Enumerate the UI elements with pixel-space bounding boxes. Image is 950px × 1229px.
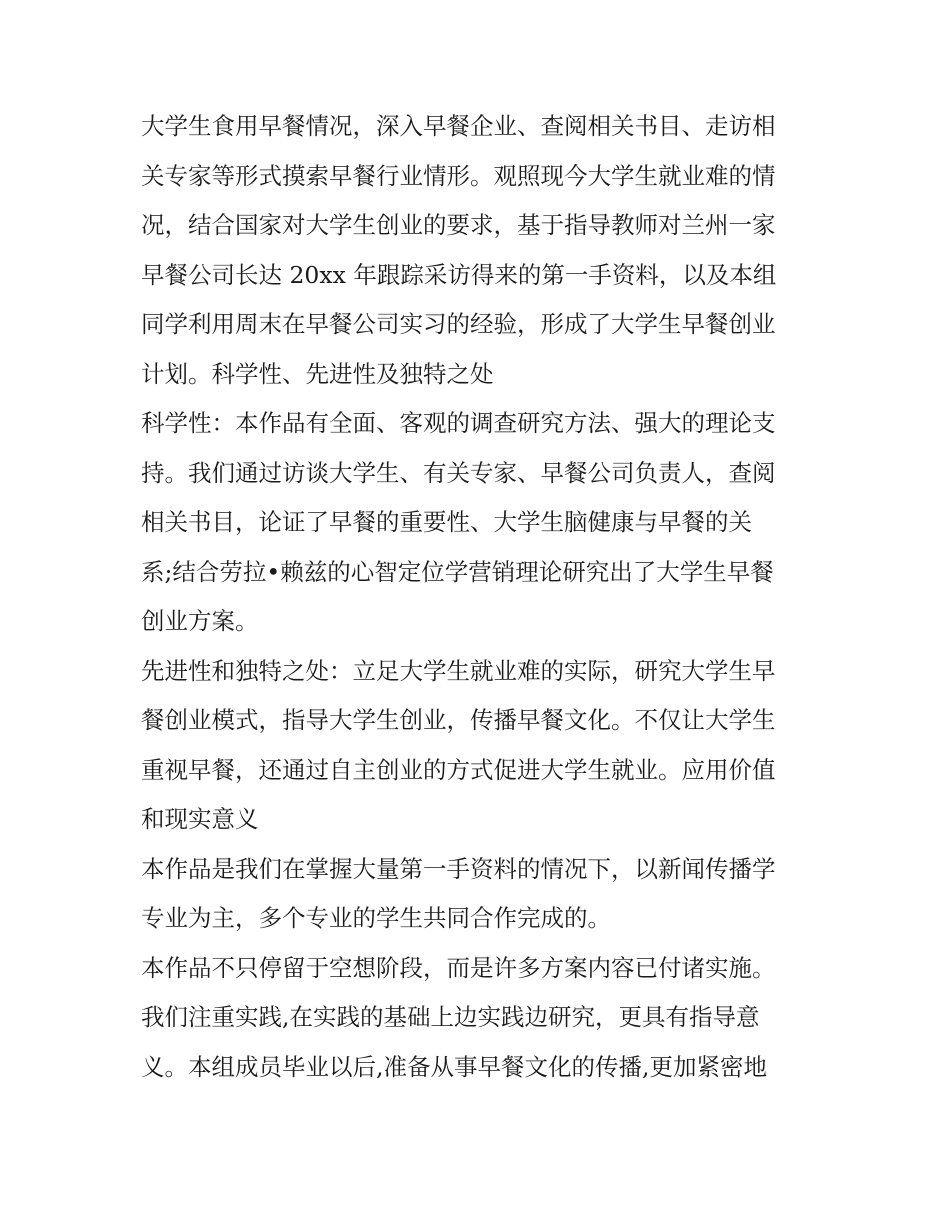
text-line: 早餐公司长达 20xx 年跟踪采访得来的第一手资料，以及本组 <box>141 260 777 289</box>
text-line: 和现实意义 <box>141 805 259 833</box>
text-line: 同学利用周末在早餐公司实习的经验，形成了大学生早餐创业 <box>141 310 776 338</box>
document-page <box>141 102 813 1092</box>
text-line: 义。本组成员毕业以后,准备从事早餐文化的传播,更加紧密地 <box>141 1052 767 1081</box>
paragraph-scientific <box>141 399 813 647</box>
paragraph-plan-overview <box>141 102 813 399</box>
text-line: 持。我们通过访谈大学生、有关专家、早餐公司负责人，查阅 <box>141 458 776 487</box>
text-line: 大学生食用早餐情况，深入早餐企业、查阅相关书目、走访相 <box>141 112 776 140</box>
text-line: 本作品不只停留于空想阶段，而是许多方案内容已付诸实施。 <box>141 953 776 982</box>
text-line: 重视早餐，还通过自主创业的方式促进大学生就业。应用价值 <box>141 755 776 784</box>
text-line: 专业为主，多个专业的学生共同合作完成的。 <box>141 904 611 932</box>
text-line: 我们注重实践,在实践的基础上边实践边研究，更具有指导意 <box>141 1003 760 1031</box>
text-line: 先进性和独特之处：立足大学生就业难的实际，研究大学生早 <box>141 656 776 685</box>
text-line: 餐创业模式，指导大学生创业，传播早餐文化。不仅让大学生 <box>141 706 776 734</box>
text-line: 况，结合国家对大学生创业的要求，基于指导教师对兰州一家 <box>141 211 776 239</box>
text-line: 本作品是我们在掌握大量第一手资料的情况下，以新闻传播学 <box>141 854 776 883</box>
text-line: 相关书目，论证了早餐的重要性、大学生脑健康与早餐的关 <box>141 508 752 536</box>
paragraph-advanced-unique <box>141 647 813 845</box>
paragraph-work-basis <box>141 845 813 944</box>
text-line: 科学性：本作品有全面、客观的调查研究方法、强大的理论支 <box>141 409 776 437</box>
paragraph-practice <box>141 944 813 1093</box>
text-line: 创业方案。 <box>141 607 259 635</box>
text-line: 计划。科学性、先进性及独特之处 <box>141 359 494 388</box>
text-line: 系;结合劳拉•赖兹的心智定位学营销理论研究出了大学生早餐 <box>141 557 774 586</box>
text-line: 关专家等形式摸索早餐行业情形。观照现今大学生就业难的情 <box>141 161 776 190</box>
